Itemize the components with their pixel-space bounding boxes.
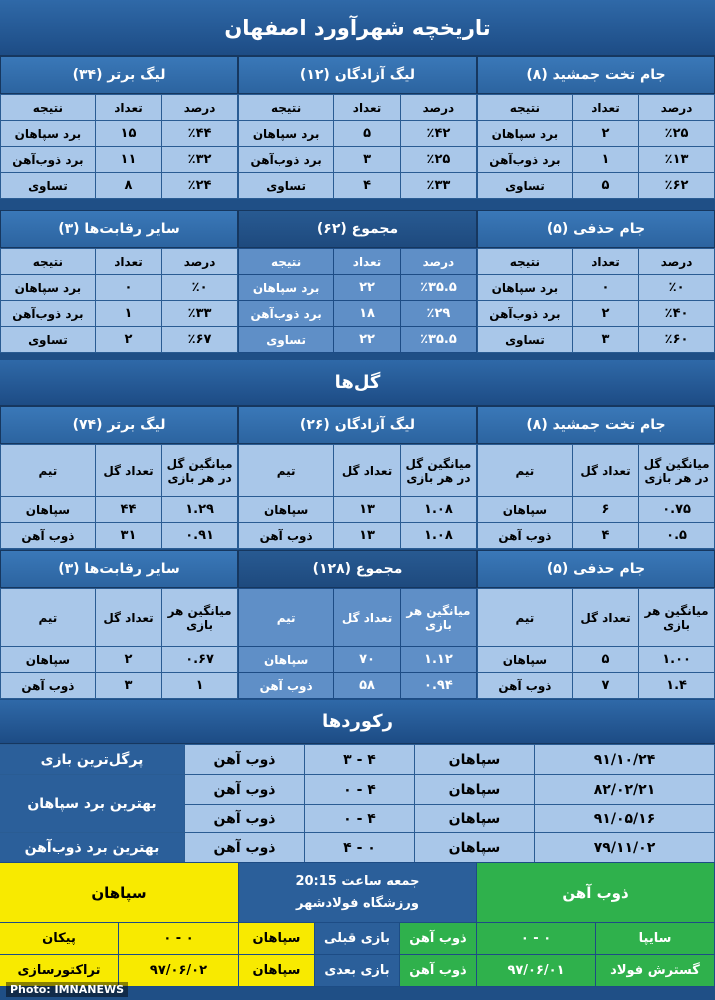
block-title: جام حذفی (۵)	[477, 550, 715, 588]
right-prev-score: ۰ - ۰	[476, 923, 595, 955]
result-label: برد ذوب‌آهن	[1, 147, 96, 173]
team-label: ذوب آهن	[478, 673, 573, 699]
team-label: سپاهان	[239, 647, 334, 673]
count-cell: ۴	[334, 173, 401, 199]
block-title: جام تخت جمشید (۸)	[477, 56, 715, 94]
next-match-label: بازی بعدی	[314, 955, 399, 987]
goals-block-hazfi-cup	[477, 550, 715, 699]
record-home-team: سپاهان	[415, 805, 535, 833]
results-block-total	[238, 210, 477, 353]
record-home-team: سپاهان	[415, 775, 535, 805]
header-count: تعداد	[95, 95, 161, 121]
average-cell: ۱	[162, 673, 238, 699]
right-next-date: ۹۷/۰۶/۰۱	[476, 955, 595, 987]
header-percent: درصد	[162, 95, 238, 121]
left-next-date: ۹۷/۰۶/۰۲	[118, 955, 238, 987]
percent-cell: ٪۴۰	[639, 301, 715, 327]
header-team: تیم	[478, 589, 573, 647]
count-cell: ۰	[572, 275, 638, 301]
goals-table	[0, 444, 238, 549]
results-block-hazfi-cup	[477, 210, 715, 353]
right-team-name: ذوب آهن	[476, 863, 714, 923]
average-cell: ۰.۹۴	[400, 673, 476, 699]
result-label: تساوی	[478, 173, 573, 199]
result-label: برد سپاهان	[1, 121, 96, 147]
count-cell: ۰	[95, 275, 161, 301]
goals-cell: ۵۸	[334, 673, 401, 699]
result-label: برد سپاهان	[478, 275, 573, 301]
page-title: تاریخچه شهرآورد اصفهان	[0, 0, 715, 56]
photo-credit	[6, 983, 128, 996]
block-title: جام حذفی (۵)	[477, 210, 715, 248]
results-block-other	[0, 210, 238, 353]
count-cell: ۵	[334, 121, 401, 147]
results-table	[238, 248, 477, 353]
header-average: میانگین هر بازی	[400, 589, 476, 647]
count-cell: ۲	[95, 327, 161, 353]
header-result: نتیجه	[1, 249, 96, 275]
record-date: ۸۲/۰۲/۲۱	[535, 775, 715, 805]
result-label: تساوی	[478, 327, 573, 353]
match-venue: ورزشگاه فولادشهر	[296, 895, 419, 911]
count-cell: ۲۲	[334, 327, 401, 353]
goals-block-premier-league	[0, 406, 238, 549]
percent-cell: ٪۲۹	[400, 301, 476, 327]
records-section-title: رکوردها	[0, 700, 715, 744]
left-prev-team: سپاهان	[238, 923, 314, 955]
header-count: تعداد	[95, 249, 161, 275]
count-cell: ۳	[334, 147, 401, 173]
header-count: تعداد	[334, 249, 401, 275]
header-percent: درصد	[400, 95, 476, 121]
count-cell: ۱	[572, 147, 638, 173]
goals-block-takhte-jamshid	[477, 406, 715, 549]
percent-cell: ٪۴۲	[400, 121, 476, 147]
count-cell: ۱	[95, 301, 161, 327]
average-cell: ۱.۰۰	[639, 647, 715, 673]
record-away-team: ذوب آهن	[185, 745, 305, 775]
record-away-team: ذوب آهن	[185, 775, 305, 805]
result-label: برد ذوب‌آهن	[1, 301, 96, 327]
header-goals: تعداد گل	[334, 589, 401, 647]
results-table	[0, 94, 238, 199]
result-label: تساوی	[239, 327, 334, 353]
left-next-opponent: تراکتورسازی	[0, 955, 118, 987]
results-table	[0, 248, 238, 353]
percent-cell: ٪۳۲	[162, 147, 238, 173]
record-date: ۷۹/۱۱/۰۲	[535, 833, 715, 863]
match-time: جمعه ساعت 20:15	[295, 873, 420, 889]
result-label: برد ذوب‌آهن	[478, 147, 573, 173]
header-count: تعداد	[572, 249, 638, 275]
header-percent: درصد	[400, 249, 476, 275]
goals-cell: ۱۳	[334, 497, 401, 523]
average-cell: ۱.۱۲	[400, 647, 476, 673]
percent-cell: ٪۶۷	[162, 327, 238, 353]
block-title: لیگ برتر (۳۴)	[0, 56, 238, 94]
result-label: برد ذوب‌آهن	[239, 147, 334, 173]
header-percent: درصد	[639, 95, 715, 121]
block-title: سایر رقابت‌ها (۳)	[0, 550, 238, 588]
header-goals: تعداد گل	[572, 589, 638, 647]
record-home-team: سپاهان	[415, 745, 535, 775]
header-average: میانگین گل در هر بازی	[400, 445, 476, 497]
record-score: ۴ - ۰	[305, 775, 415, 805]
header-count: تعداد	[334, 95, 401, 121]
goals-cell: ۴	[572, 523, 638, 549]
result-label: برد سپاهان	[239, 121, 334, 147]
header-team: تیم	[1, 589, 96, 647]
block-title: لیگ برتر (۷۴)	[0, 406, 238, 444]
block-title: لیگ آزادگان (۱۲)	[238, 56, 477, 94]
percent-cell: ٪۳۳	[162, 301, 238, 327]
results-block-premier-league	[0, 56, 238, 199]
right-prev-opponent: سایپا	[596, 923, 715, 955]
average-cell: ۱.۰۸	[400, 523, 476, 549]
result-label: برد سپاهان	[478, 121, 573, 147]
goals-block-total	[238, 550, 477, 699]
results-block-takhte-jamshid	[477, 56, 715, 199]
goals-cell: ۶	[572, 497, 638, 523]
percent-cell: ٪۲۴	[162, 173, 238, 199]
header-result: نتیجه	[239, 95, 334, 121]
record-away-team: ذوب آهن	[185, 833, 305, 863]
team-label: ذوب آهن	[1, 523, 96, 549]
header-team: تیم	[1, 445, 96, 497]
left-prev-score: ۰ - ۰	[118, 923, 238, 955]
left-prev-opponent: پیکان	[0, 923, 118, 955]
prev-match-label: بازی قبلی	[314, 923, 399, 955]
record-date: ۹۱/۱۰/۲۴	[535, 745, 715, 775]
percent-cell: ٪۲۵	[639, 121, 715, 147]
average-cell: ۱.۲۹	[162, 497, 238, 523]
goals-table	[477, 444, 715, 549]
block-title: مجموع (۱۲۸)	[238, 550, 477, 588]
percent-cell: ٪۳۵.۵	[400, 275, 476, 301]
count-cell: ۲	[572, 121, 638, 147]
goals-block-other	[0, 550, 238, 699]
average-cell: ۰.۵	[639, 523, 715, 549]
record-label: بهترین برد سپاهان	[0, 775, 185, 833]
header-goals: تعداد گل	[95, 589, 161, 647]
right-next-team: ذوب آهن	[399, 955, 476, 987]
result-label: تساوی	[1, 327, 96, 353]
average-cell: ۰.۹۱	[162, 523, 238, 549]
record-home-team: سپاهان	[415, 833, 535, 863]
goals-cell: ۲	[95, 647, 161, 673]
team-label: ذوب آهن	[478, 523, 573, 549]
results-table	[477, 94, 715, 199]
result-label: تساوی	[1, 173, 96, 199]
block-title: لیگ آزادگان (۲۶)	[238, 406, 477, 444]
left-team-name: سپاهان	[0, 863, 238, 923]
percent-cell: ٪۰	[162, 275, 238, 301]
average-cell: ۰.۶۷	[162, 647, 238, 673]
header-percent: درصد	[639, 249, 715, 275]
record-score: ۴ - ۰	[305, 805, 415, 833]
record-row	[0, 775, 715, 805]
percent-cell: ٪۳۳	[400, 173, 476, 199]
record-label: پرگل‌ترین بازی	[0, 745, 185, 775]
header-result: نتیجه	[478, 95, 573, 121]
header-count: تعداد	[572, 95, 638, 121]
header-percent: درصد	[162, 249, 238, 275]
header-team: تیم	[478, 445, 573, 497]
team-label: سپاهان	[478, 647, 573, 673]
goals-table	[238, 444, 477, 549]
block-title: مجموع (۶۲)	[238, 210, 477, 248]
right-prev-team: ذوب آهن	[399, 923, 476, 955]
photo-credit-text: Photo: IMNANEWS	[6, 982, 128, 997]
record-score: ۴ - ۳	[305, 745, 415, 775]
average-cell: ۰.۷۵	[639, 497, 715, 523]
goals-block-azadegan	[238, 406, 477, 549]
record-label: بهترین برد ذوب‌آهن	[0, 833, 185, 863]
right-next-opponent: گسترش فولاد	[596, 955, 715, 987]
goals-section-title: گل‌ها	[0, 360, 715, 406]
team-label: ذوب آهن	[1, 673, 96, 699]
header-team: تیم	[239, 589, 334, 647]
match-info	[238, 863, 476, 923]
goals-cell: ۳	[95, 673, 161, 699]
count-cell: ۲۲	[334, 275, 401, 301]
percent-cell: ٪۲۵	[400, 147, 476, 173]
percent-cell: ٪۰	[639, 275, 715, 301]
result-label: برد سپاهان	[239, 275, 334, 301]
team-label: سپاهان	[1, 647, 96, 673]
result-label: برد سپاهان	[1, 275, 96, 301]
goals-cell: ۱۳	[334, 523, 401, 549]
header-goals: تعداد گل	[95, 445, 161, 497]
average-cell: ۱.۰۸	[400, 497, 476, 523]
header-goals: تعداد گل	[572, 445, 638, 497]
team-label: سپاهان	[1, 497, 96, 523]
percent-cell: ٪۳۵.۵	[400, 327, 476, 353]
percent-cell: ٪۶۰	[639, 327, 715, 353]
results-block-azadegan	[238, 56, 477, 199]
result-label: برد ذوب‌آهن	[478, 301, 573, 327]
goals-table	[238, 588, 477, 699]
results-table	[238, 94, 477, 199]
record-score: ۰ - ۴	[305, 833, 415, 863]
header-average: میانگین گل در هر بازی	[162, 445, 238, 497]
percent-cell: ٪۴۴	[162, 121, 238, 147]
goals-table	[477, 588, 715, 699]
count-cell: ۸	[95, 173, 161, 199]
goals-cell: ۷	[572, 673, 638, 699]
block-title: سایر رقابت‌ها (۳)	[0, 210, 238, 248]
result-label: برد ذوب‌آهن	[239, 301, 334, 327]
left-next-team: سپاهان	[238, 955, 314, 987]
goals-cell: ۴۴	[95, 497, 161, 523]
team-label: سپاهان	[239, 497, 334, 523]
goals-cell: ۳۱	[95, 523, 161, 549]
count-cell: ۵	[572, 173, 638, 199]
percent-cell: ٪۶۲	[639, 173, 715, 199]
header-result: نتیجه	[478, 249, 573, 275]
record-away-team: ذوب آهن	[185, 805, 305, 833]
header-result: نتیجه	[1, 95, 96, 121]
goals-cell: ۷۰	[334, 647, 401, 673]
header-result: نتیجه	[239, 249, 334, 275]
result-label: تساوی	[239, 173, 334, 199]
count-cell: ۱۱	[95, 147, 161, 173]
team-label: ذوب آهن	[239, 523, 334, 549]
count-cell: ۲	[572, 301, 638, 327]
team-label: ذوب آهن	[239, 673, 334, 699]
header-average: میانگین گل در هر بازی	[639, 445, 715, 497]
header-average: میانگین هر بازی	[162, 589, 238, 647]
record-row	[0, 745, 715, 775]
goals-cell: ۵	[572, 647, 638, 673]
team-label: سپاهان	[478, 497, 573, 523]
count-cell: ۱۸	[334, 301, 401, 327]
results-table	[477, 248, 715, 353]
goals-table	[0, 588, 238, 699]
block-title: جام تخت جمشید (۸)	[477, 406, 715, 444]
upcoming-match	[0, 862, 715, 1000]
header-average: میانگین هر بازی	[639, 589, 715, 647]
record-date: ۹۱/۰۵/۱۶	[535, 805, 715, 833]
count-cell: ۱۵	[95, 121, 161, 147]
record-row	[0, 833, 715, 863]
count-cell: ۳	[572, 327, 638, 353]
records-table	[0, 744, 715, 863]
percent-cell: ٪۱۳	[639, 147, 715, 173]
header-team: تیم	[239, 445, 334, 497]
average-cell: ۱.۴	[639, 673, 715, 699]
header-goals: تعداد گل	[334, 445, 401, 497]
